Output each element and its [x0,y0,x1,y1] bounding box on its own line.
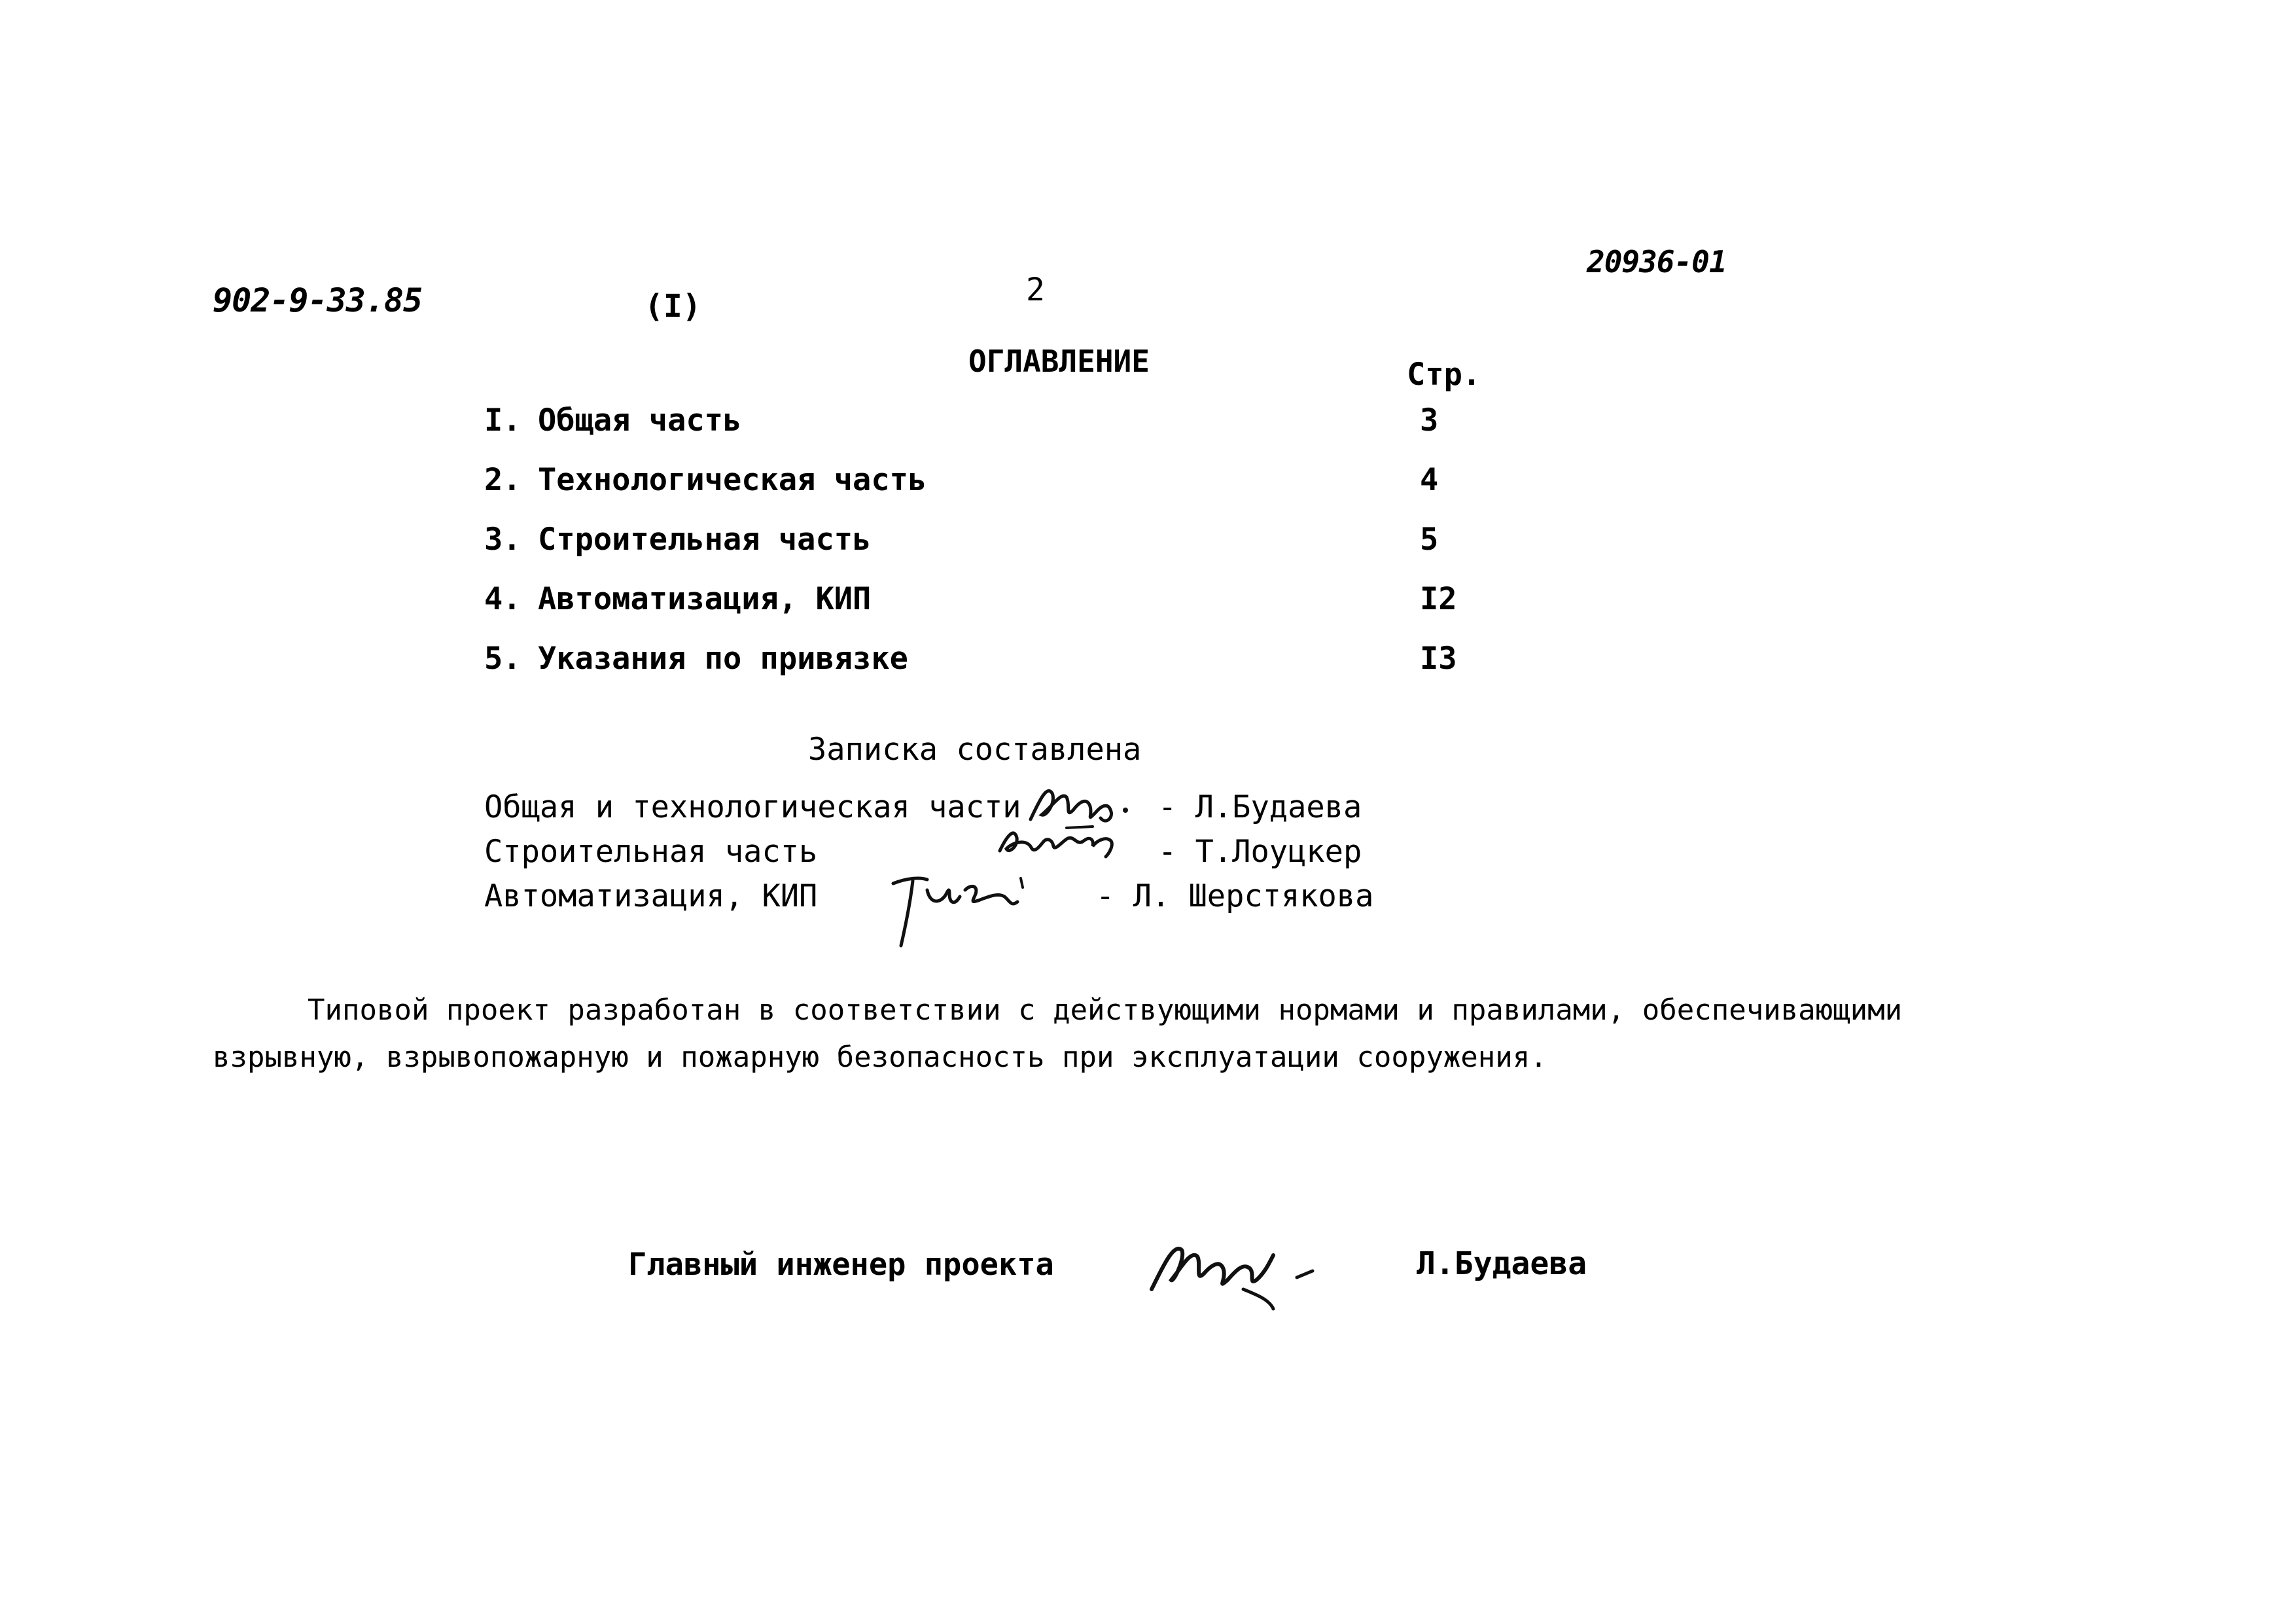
toc-item-label: Автоматизация, КИП [538,581,872,617]
signature-sherstyakova [887,864,1037,952]
toc-item [484,522,1531,565]
author-role: Строительная часть [484,834,818,870]
chief-engineer-name: Л.Будаева [1417,1245,1587,1282]
compliance-note-line-1: Типовой проект разработан в соответствии с действующими нормами и правилами, обеспечивающими [308,993,1903,1027]
toc-item-page: 3 [1420,402,1439,438]
toc-item-number: 5. [484,641,521,677]
toc-page-header: Стр. [1407,357,1481,393]
chief-engineer-title: Главный инженер проекта [628,1247,1054,1283]
toc-item-label: Общая часть [538,402,742,438]
toc-item-number: 2. [484,462,521,498]
authors-heading: Записка составлена [808,732,1142,768]
signature-loutsker [995,821,1132,870]
document-code: 902-9-33.85 [213,281,423,319]
toc-item-page: 5 [1420,522,1439,558]
toc-item-page: 4 [1420,462,1439,498]
compliance-note-line-2: взрывную, взрывопожарную и пожарную безопасность при эксплуатации сооружения. [213,1041,1547,1074]
author-name: - Т.Лоуцкер [1158,834,1362,870]
toc-item-number: I. [484,402,521,438]
toc-item [484,641,1531,684]
toc-item-number: 3. [484,522,521,558]
toc-item [484,462,1531,505]
author-role: Общая и технологическая части [484,789,1021,825]
toc-item-label: Технологическая часть [538,462,927,498]
archive-number: 20936-01 [1587,244,1727,279]
author-name: - Л. Шерстякова [1096,878,1374,914]
toc-title: ОГЛАВЛЕНИЕ [968,344,1150,379]
toc-item-number: 4. [484,581,521,617]
toc-item [484,581,1531,624]
toc-item-page: I3 [1420,641,1457,677]
signature-chief-engineer [1145,1217,1328,1315]
page-number: 2 [1026,272,1045,308]
toc-item-label: Указания по привязке [538,641,908,677]
volume-number: (I) [645,288,701,325]
toc-item-page: I2 [1420,581,1457,617]
author-name: - Л.Будаева [1158,789,1362,825]
toc-item-label: Строительная часть [538,522,872,558]
author-row [484,789,1466,832]
toc-item [484,402,1531,446]
author-role: Автоматизация, КИП [484,878,818,914]
